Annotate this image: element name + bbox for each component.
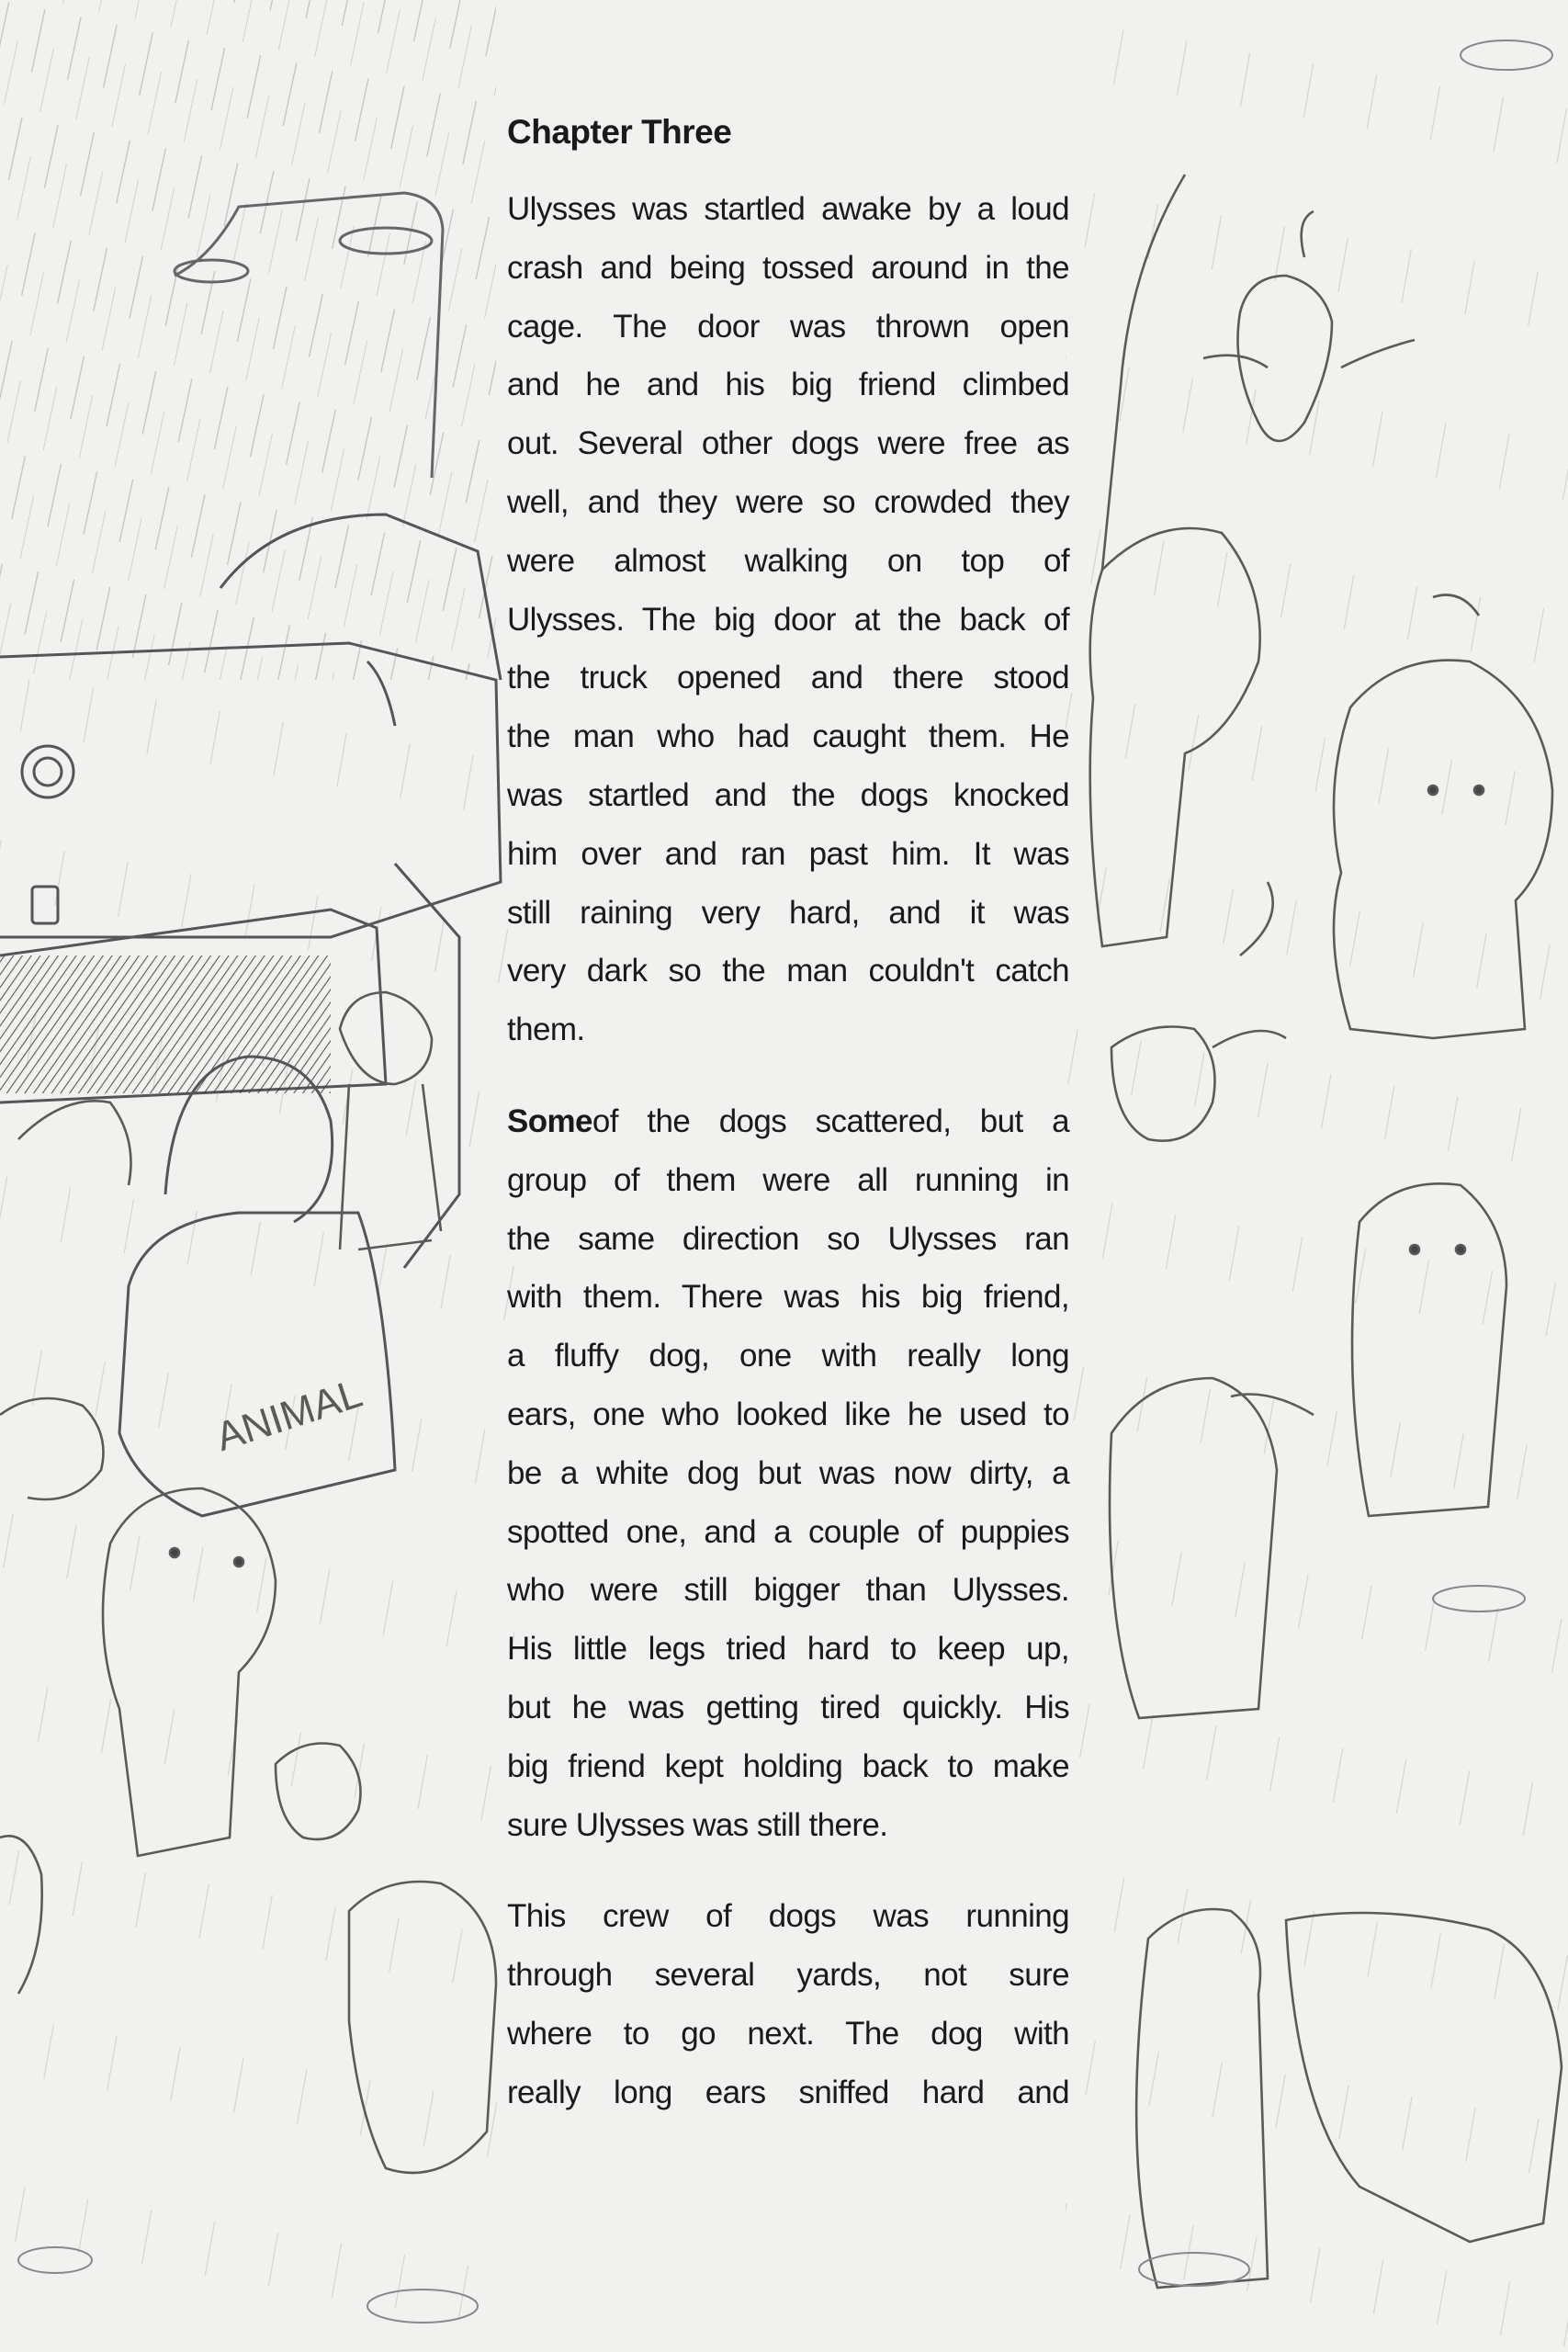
text-line: who were still bigger than Ulysses. [507,1572,1069,1609]
paragraph-2 [507,1092,1069,1854]
text-line: the same direction so Ulysses ran [507,1220,1069,1257]
text-line: Ulysses was startled awake by a loud [507,191,1069,227]
text-line: him over and ran past him. It was [507,835,1069,872]
text-line: spotted one, and a couple of puppies [507,1513,1069,1550]
paragraph-3 [507,1887,1069,2121]
text-line: out. Several other dogs were free as [507,425,1069,462]
svg-text:ANIMAL: ANIMAL [210,1370,368,1461]
text-line: cage. The door was thrown open [507,308,1069,345]
text-line: was startled and the dogs knocked [507,776,1069,813]
text-line: really long ears sniffed hard and [507,2074,1069,2110]
text-line: big friend kept holding back to make [507,1747,1069,1784]
text-line-rest: of the dogs scattered, but a [592,1102,1069,1139]
text-line: sure Ulysses was still there. [507,1806,888,1843]
text-line: be a white dog but was now dirty, a [507,1454,1069,1491]
text-line: the man who had caught them. He [507,718,1069,755]
text-line: crash and being tossed around in the [507,249,1069,286]
text-line: well, and they were so crowded they [507,483,1069,520]
paragraph-1 [507,180,1069,1059]
text-line: This crew of dogs was running [507,1898,1069,1935]
text-line: Ulysses. The big door at the back of [507,601,1069,638]
text-line: were almost walking on top of [507,542,1069,579]
text-line: them. [507,1012,585,1048]
paragraph-first-word: Some [507,1102,592,1139]
text-line: the truck opened and there stood [507,660,1069,696]
text-line: through several yards, not sure [507,1957,1069,1994]
text-line: still raining very hard, and it was [507,894,1069,931]
text-line: very dark so the man couldn't catch [507,953,1069,989]
chapter-heading: Chapter Three [507,113,732,151]
text-line: but he was getting tired quickly. His [507,1689,1069,1725]
text-line: a fluffy dog, one with really long [507,1338,1069,1374]
text-line: with them. There was his big friend, [507,1279,1069,1316]
chapter-text-column [507,110,1069,2155]
text-line [507,1092,1069,1151]
text-line: group of them were all running in [507,1161,1069,1198]
text-line: ears, one who looked like he used to [507,1396,1069,1432]
text-line: His little legs tried hard to keep up, [507,1631,1069,1668]
text-line: and he and his big friend climbed [507,367,1069,403]
text-line: where to go next. The dog with [507,2015,1069,2052]
